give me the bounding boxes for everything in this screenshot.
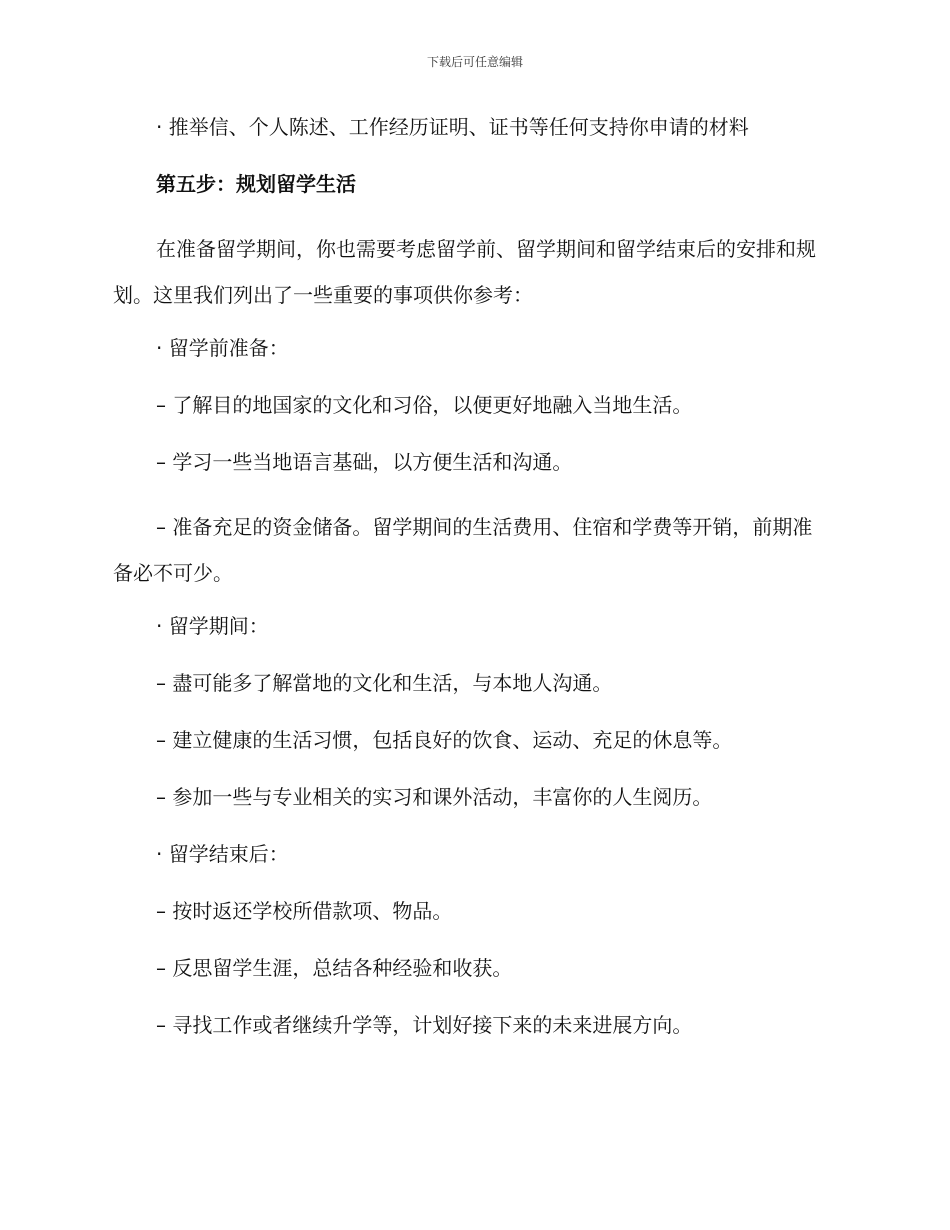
list-item: – 盡可能多了解當地的文化和生活，与本地人沟通。 — [156, 671, 613, 695]
document-body — [113, 112, 831, 1040]
bullet-during-study: · 留学期间： — [156, 614, 269, 638]
section-heading: 第五步：规划留学生活 — [156, 172, 356, 196]
list-item: – 参加一些与专业相关的实习和课外活动，丰富你的人生阅历。 — [156, 785, 713, 809]
list-item: – 按时返还学校所借款项、物品。 — [156, 899, 453, 923]
bullet-after-study: · 留学结束后： — [156, 842, 289, 866]
bullet-materials: · 推举信、个人陈述、工作经历证明、证书等任何支持你申请的材料 — [156, 115, 749, 139]
list-item: – 建立健康的生活习惯，包括良好的饮食、运动、充足的休息等。 — [156, 728, 733, 752]
page-header: 下载后可任意编辑 — [426, 55, 523, 69]
list-item: – 寻找工作或者继续升学等，计划好接下来的未来进展方向。 — [156, 1013, 693, 1037]
list-item: – 了解目的地国家的文化和习俗，以便更好地融入当地生活。 — [156, 393, 693, 417]
intro-paragraph: 在准备留学期间，你也需要考虑留学前、留学期间和留学结束后的安排和规划。这里我们列出了一些重要的事项供你参考： — [113, 237, 816, 307]
list-item: – 准备充足的资金储备。留学期间的生活费用、住宿和学费等开销，前期准备必不可少。 — [113, 515, 813, 585]
bullet-before-study: · 留学前准备： — [156, 336, 289, 360]
list-item: – 学习一些当地语言基础，以方便生活和沟通。 — [156, 450, 573, 474]
list-item: – 反思留学生涯，总结各种经验和收获。 — [156, 956, 513, 980]
